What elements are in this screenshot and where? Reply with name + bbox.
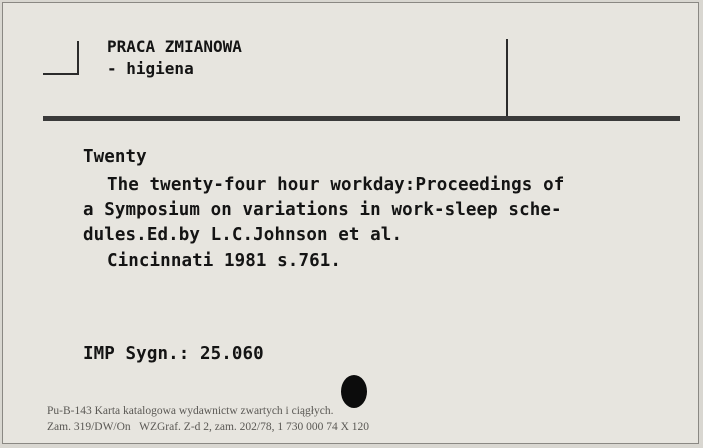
main-entry: Twenty <box>83 147 147 167</box>
subject-heading: PRACA ZMIANOWA <box>107 37 242 56</box>
call-number: IMP Sygn.: 25.060 <box>83 344 264 364</box>
title-line: The twenty-four hour workday:Proceedings of <box>107 175 565 195</box>
heading-divider <box>506 39 508 117</box>
heading-rule <box>43 116 680 121</box>
title-line: dules.Ed.by L.C.Johnson et al. <box>83 225 403 245</box>
punch-hole <box>341 375 367 408</box>
title-line: a Symposium on variations in work-sleep sche- <box>83 200 562 220</box>
footer-print-info: Zam. 319/DW/On WZGraf. Z-d 2, zam. 202/78, 1 730 000 74 X 120 <box>47 421 370 433</box>
imprint-line: Cincinnati 1981 s.761. <box>107 251 341 271</box>
catalog-card <box>2 2 699 444</box>
corner-mark-horizontal <box>43 73 79 75</box>
subject-subheading: - higiena <box>107 59 194 78</box>
corner-mark-vertical <box>77 41 79 75</box>
footer-form-info: Pu-B-143 Karta katalogowa wydawnictw zwartych i ciągłych. <box>47 405 334 417</box>
